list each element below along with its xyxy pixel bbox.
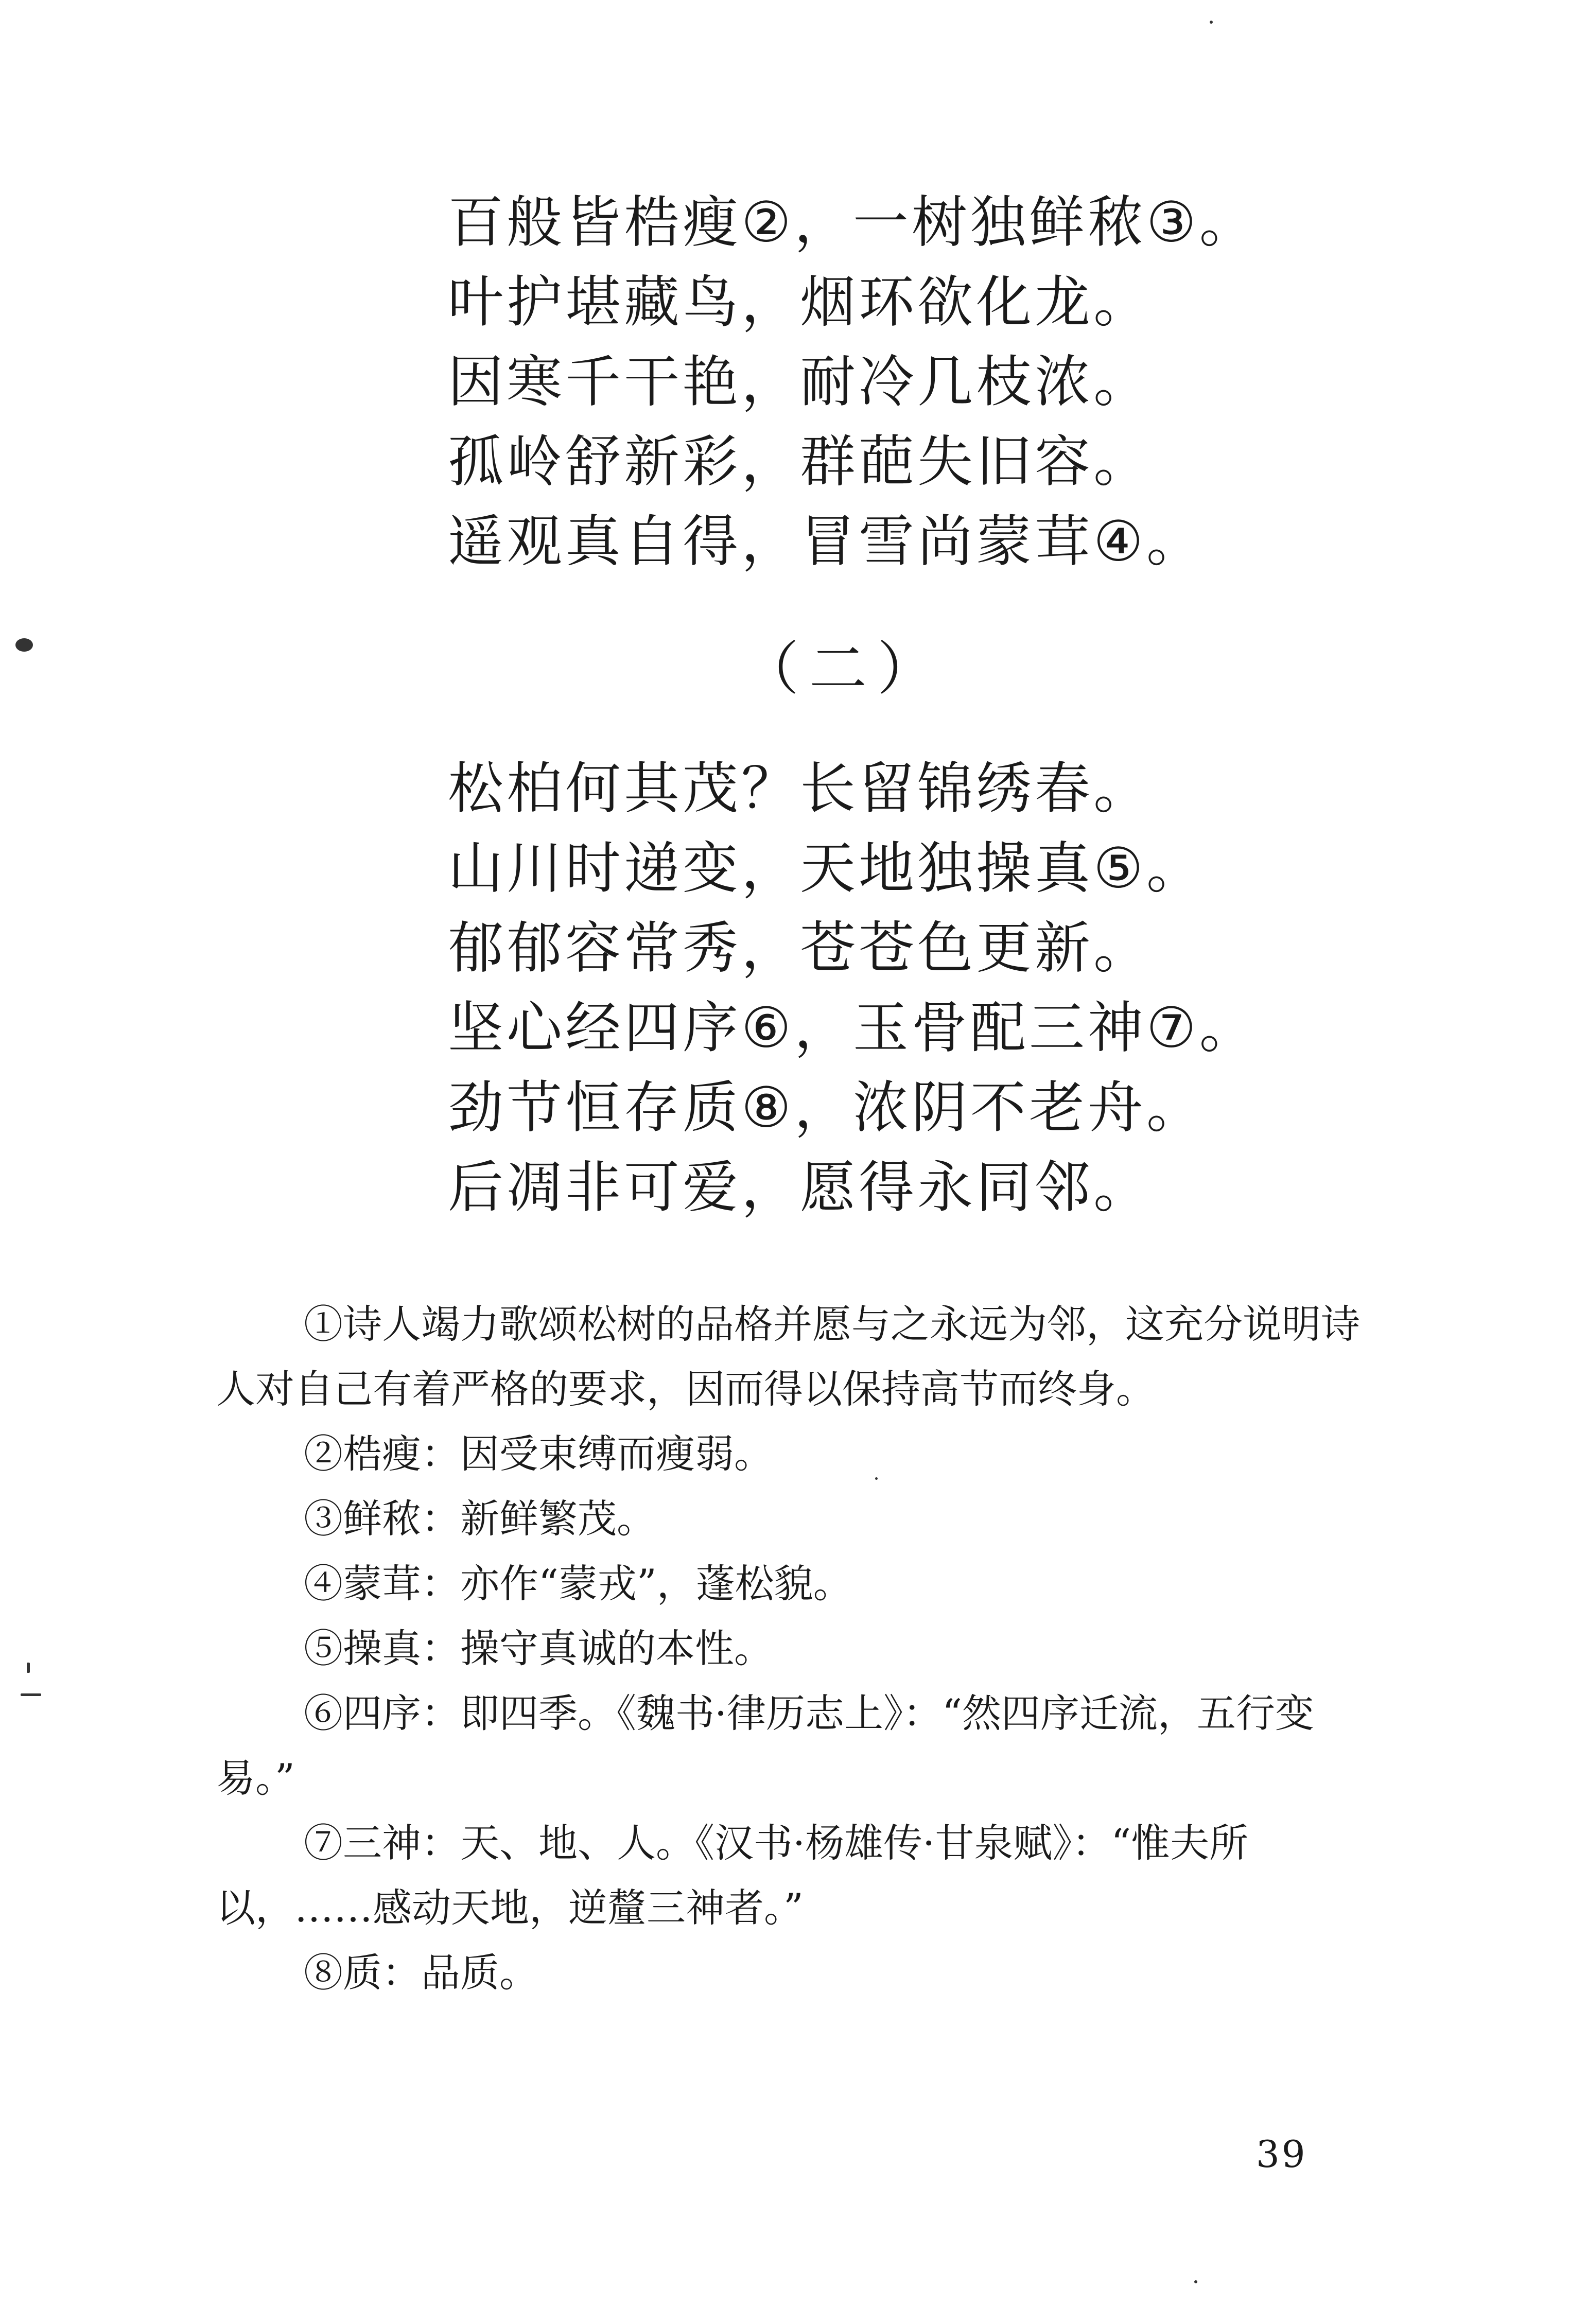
scan-speck <box>15 638 33 652</box>
poem-line: 后凋非可爱，愿得永同邻。 <box>448 1156 1153 1220</box>
section-title: （二） <box>741 636 945 703</box>
footnote: ①诗人竭力歌颂松树的品格并愿与之永远为邻，这充分说明诗人对自己有着严格的要求，因而得以保持高节而终身。 <box>216 1301 1360 1412</box>
poem-line: 郁郁容常秀，苍苍色更新。 <box>448 916 1153 981</box>
poem-line: 叶护堪藏鸟，烟环欲化龙。 <box>448 270 1153 335</box>
footnote: ②梏瘦：因受束缚而瘦弱。 <box>304 1431 773 1477</box>
poem-line: 坚心经四序⑥，玉骨配三神⑦。 <box>448 996 1258 1060</box>
scan-speck <box>1194 2280 1197 2283</box>
footnote: ⑧质：品质。 <box>304 1950 538 1996</box>
poem-one <box>448 183 1374 582</box>
footnote: ③鲜秾：新鲜繁茂。 <box>304 1496 656 1542</box>
scan-speck <box>1210 21 1213 24</box>
footnote: ⑦三神：天、地、人。《汉书·杨雄传·甘泉赋》：“惟夫所以，……感动天地，逆釐三神者。” <box>216 1820 1249 1931</box>
poem-line: 山川时递变，天地独操真⑤。 <box>448 836 1205 901</box>
scan-speck <box>875 1477 878 1480</box>
poem-line: 因寒千干艳，耐冷几枝浓。 <box>448 350 1153 414</box>
poem-line: 孤岭舒新彩，群葩失旧容。 <box>448 430 1153 494</box>
footnote: ⑤操真：操守真诚的本性。 <box>304 1626 773 1671</box>
page-number: 39 <box>1256 2133 1307 2176</box>
footnote: ④蒙茸：亦作“蒙戎”，蓬松貌。 <box>304 1561 852 1606</box>
poem-line: 劲节恒存质⑧，浓阴不老舟。 <box>448 1076 1205 1140</box>
scan-speck <box>27 1663 30 1673</box>
footnotes <box>216 1292 1390 2005</box>
poem-two <box>448 749 1374 1228</box>
scan-speck <box>21 1693 41 1696</box>
footnote: ⑥四序：即四季。《魏书·律历志上》：“然四序迁流，五行变易。” <box>216 1690 1315 1801</box>
poem-line: 遥观真自得，冒雪尚蒙茸④。 <box>448 510 1205 574</box>
poem-line: 百般皆梏瘦②，一树独鲜秾③。 <box>448 190 1258 255</box>
poem-line: 松柏何其茂？长留锦绣春。 <box>448 757 1153 821</box>
